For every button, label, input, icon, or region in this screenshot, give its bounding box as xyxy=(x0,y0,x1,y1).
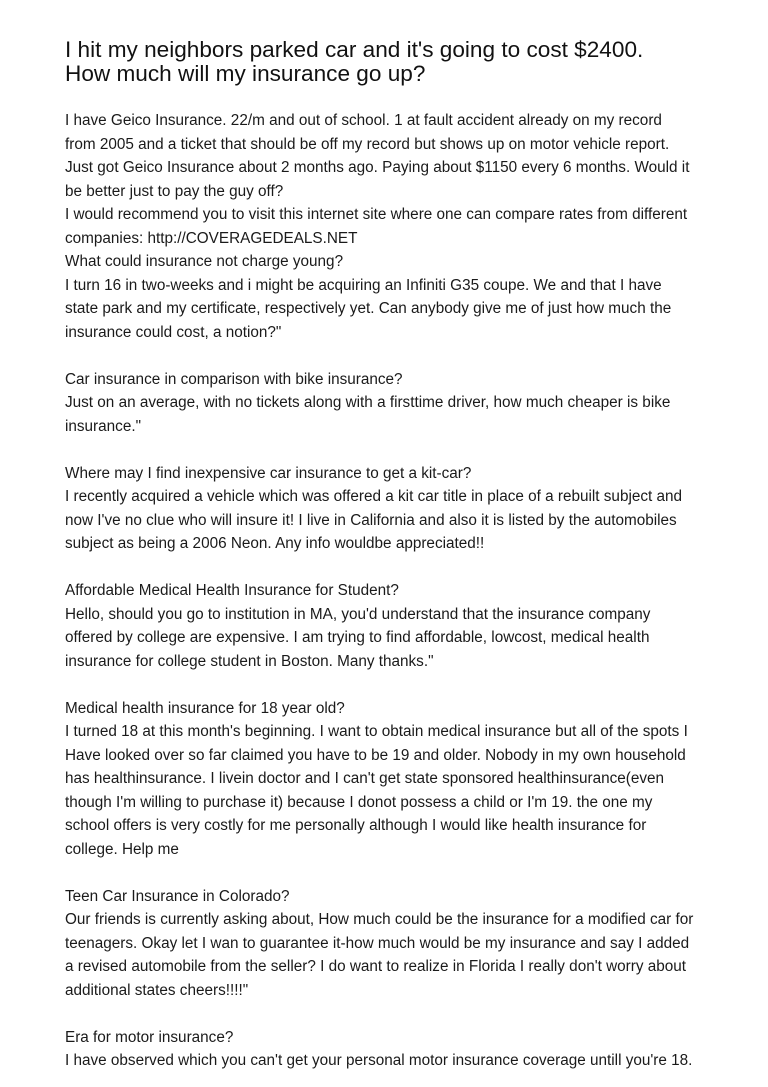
text-line: be better just to pay the guy off? xyxy=(65,182,284,200)
text-line: insurance could cost, a notion?" xyxy=(65,323,282,341)
text-block xyxy=(65,697,755,862)
text-line: now I've no clue who will insure it! I live in California and also it is listed by the automobiles xyxy=(65,511,677,529)
document-page xyxy=(65,38,755,1073)
text-line: additional states cheers!!!!" xyxy=(65,981,249,999)
text-line: Have looked over so far claimed you have to be 19 and older. Nobody in my own household xyxy=(65,746,686,764)
text-line: a revised automobile from the seller? I do want to realize in Florida I really don't worry about xyxy=(65,958,687,975)
text-line: Medical health insurance for 18 year old? xyxy=(65,699,345,717)
paragraph-gap xyxy=(65,556,755,580)
paragraph-gap xyxy=(65,438,755,462)
paragraph-gap xyxy=(65,861,755,885)
text-line: Where may I find inexpensive car insurance to get a kit-car? xyxy=(65,464,472,482)
text-line: though I'm willing to purchase it) because I donot possess a child or I'm 19. the one my xyxy=(65,793,653,811)
text-line: I would recommend you to visit this internet site where one can compare rates from different xyxy=(65,206,688,223)
text-line: from 2005 and a ticket that should be off my record but shows up on motor vehicle report. xyxy=(65,135,670,153)
text-line: teenagers. Okay let I wan to guarantee it-how much would be my insurance and say I added xyxy=(65,934,690,952)
text-line: Hello, should you go to institution in MA, you'd understand that the insurance company xyxy=(65,605,651,623)
text-block xyxy=(65,462,755,556)
text-line: insurance for college student in Boston. Many thanks." xyxy=(65,652,434,670)
title-line: How much will my insurance go up? xyxy=(65,61,426,86)
text-block xyxy=(65,109,755,344)
title-line: I hit my neighbors parked car and it's going to cost $2400. xyxy=(65,37,644,62)
text-line: I have observed which you can't get your personal motor insurance coverage untill you're 18. xyxy=(65,1052,693,1069)
text-line: Car insurance in comparison with bike insurance? xyxy=(65,370,403,388)
text-line: Just got Geico Insurance about 2 months ago. Paying about $1150 every 6 months. Would it xyxy=(65,159,690,176)
text-line: Affordable Medical Health Insurance for Student? xyxy=(65,582,399,599)
text-line: Teen Car Insurance in Colorado? xyxy=(65,887,290,905)
text-line: has healthinsurance. I livein doctor and I can't get state sponsored healthinsurance(even xyxy=(65,770,665,787)
text-line: offered by college are expensive. I am trying to find affordable, lowcost, medical health xyxy=(65,629,650,646)
text-line: college. Help me xyxy=(65,840,179,858)
document-body xyxy=(65,109,755,1073)
text-block xyxy=(65,1026,755,1073)
paragraph-gap xyxy=(65,1002,755,1026)
text-line: state park and my certificate, respectively yet. Can anybody give me of just how much the xyxy=(65,300,672,317)
paragraph-gap xyxy=(65,344,755,368)
text-block xyxy=(65,885,755,1003)
text-line: I have Geico Insurance. 22/m and out of school. 1 at fault accident already on my record xyxy=(65,112,662,129)
text-block xyxy=(65,579,755,673)
text-line: companies: http://COVERAGEDEALS.NET xyxy=(65,229,358,247)
text-line: Just on an average, with no tickets along with a firsttime driver, how much cheaper is bike xyxy=(65,394,671,411)
text-block xyxy=(65,368,755,439)
text-line: I turned 18 at this month's beginning. I want to obtain medical insurance but all of the spots I xyxy=(65,723,688,740)
text-line: What could insurance not charge young? xyxy=(65,253,344,270)
text-line: Our friends is currently asking about, How much could be the insurance for a modified car for xyxy=(65,911,694,928)
document-title xyxy=(65,38,755,86)
text-line: insurance." xyxy=(65,417,142,435)
text-line: Era for motor insurance? xyxy=(65,1028,234,1046)
text-line: subject as being a 2006 Neon. Any info wouldbe appreciated!! xyxy=(65,535,485,552)
text-line: I recently acquired a vehicle which was offered a kit car title in place of a rebuilt subject and xyxy=(65,488,683,505)
text-line: school offers is very costly for me personally although I would like health insurance for xyxy=(65,817,647,834)
paragraph-gap xyxy=(65,673,755,697)
text-line: I turn 16 in two-weeks and i might be acquiring an Infiniti G35 coupe. We and that I have xyxy=(65,276,662,294)
